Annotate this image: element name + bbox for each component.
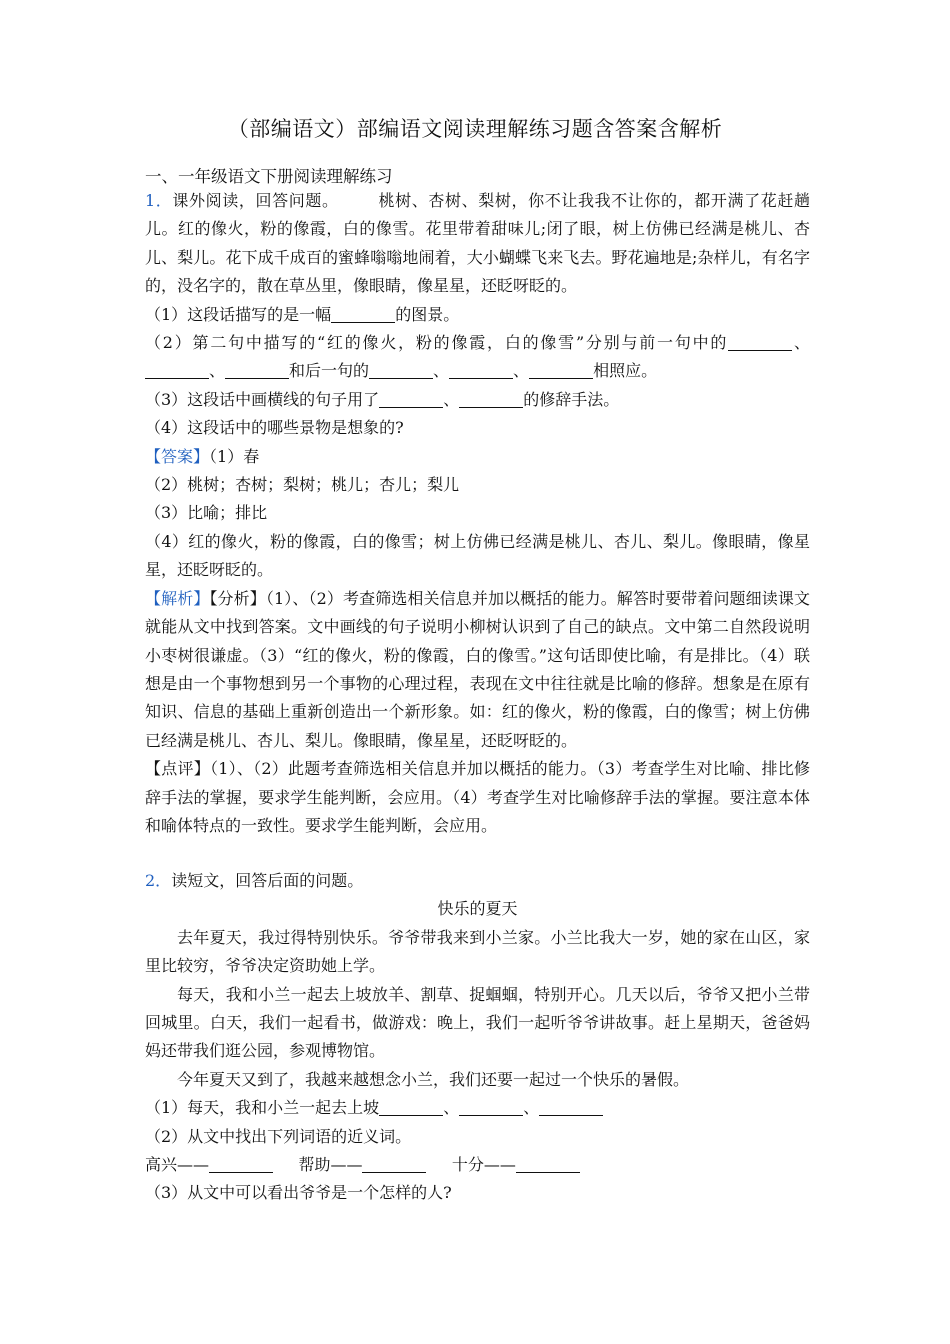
- story-title: 快乐的夏天: [437, 899, 518, 919]
- answer-4: （4）红的像火，粉的像霞，白的像雪；树上仿佛已经满是桃儿、杏儿、梨儿。像眼睛，像星星，还眨呀眨的。: [145, 531, 810, 580]
- q2-number: 2．: [145, 871, 172, 890]
- section-heading: 一、一年级语文下册阅读理解练习: [145, 167, 393, 186]
- q2-sub1-text: （1）每天，我和小兰一起去上坡: [145, 1098, 380, 1118]
- q1-sub2-text: （2）第二句中描写的“红的像火，粉的像霞，白的像雪”分别与前一句中的: [145, 333, 729, 353]
- q1-sub1: [145, 301, 810, 329]
- q1-sub2-mid: 和后一句的: [289, 361, 370, 381]
- answer-blank[interactable]: [331, 306, 395, 323]
- answer-blank[interactable]: [379, 391, 443, 408]
- synonym-word-1: 高兴——: [145, 1155, 210, 1175]
- q2-lead: 读短文，回答后面的问题。: [171, 871, 364, 890]
- story-paragraph-1: 去年夏天，我过得特别快乐。爷爷带我来到小兰家。小兰比我大一岁，她的家在山区，家里比较穷，爷爷决定资助她上学。: [145, 927, 810, 976]
- q1-answer: [145, 443, 810, 471]
- question-2: [145, 867, 810, 1208]
- q1-sub3-text: （3）这段话中画横线的句子用了: [145, 389, 380, 409]
- answer-blank[interactable]: [529, 362, 593, 379]
- q1-lead: 课外阅读，回答问题。: [172, 191, 339, 210]
- q1-analysis: [145, 585, 810, 755]
- q1-number: 1．: [145, 191, 173, 210]
- answer-blank[interactable]: [459, 391, 523, 408]
- answer-blank[interactable]: [362, 1156, 426, 1173]
- separator: 、: [523, 1098, 540, 1118]
- q1-sub2: [145, 329, 810, 386]
- question-1: [145, 187, 810, 840]
- q1-sub4: （4）这段话中的哪些景物是想象的?: [145, 418, 404, 438]
- q1-sub1-tail: 的图景。: [395, 304, 460, 324]
- q1-comment: 【点评】（1）、（2）此题考查筛选相关信息并加以概括的能力。（3）考查学生对比喻、排比修辞手法的掌握，要求学生能判断，会应用。（4）考查学生对比喻修辞手法的掌握。要注意本体和喻体特点的一致性。要求学生能判断，会应用。: [145, 759, 810, 835]
- q1-passage-text: 桃树、杏树、梨树，你不让我我不让你的，都开满了花赶趟儿。红的像火，粉的像霞，白的像雪。花里带着甜味儿;闭了眼，树上仿佛已经满是桃儿、杏儿、梨儿。花下成千成百的蜜蜂嗡嗡地闹着，大小蝴蝶飞来飞去。野花遍地是;杂样儿，有名字的，没名字的，散在草丛里，像眼睛，像星星，还眨呀眨的。: [145, 191, 810, 296]
- answer-blank[interactable]: [539, 1099, 603, 1116]
- q1-sub2-tail: 相照应。: [593, 361, 658, 381]
- story-paragraph-3: 今年夏天又到了，我越来越想念小兰，我们还要一起过一个快乐的暑假。: [177, 1069, 690, 1089]
- analysis-tag: 【解析】: [145, 588, 210, 608]
- analysis-text: 【分析】（1）、（2）考查筛选相关信息并加以概括的能力。解答时要带着问题细读课文就能从文中找到答案。文中画线的句子说明小柳树认识到了自己的缺点。文中第二自然段说明小枣树很谦虚。（3）“红的像火，粉的像霞，白的像雪。”这句话即使比喻，有是排比。（4）联想是由一个事物想到另一个事物的心理过程，表现在文中往往就是比喻的修辞。想象是在原有知识、信息的基础上重新创造出一个新形象。如：红的像火，粉的像霞，白的像雪；树上仿佛已经满是桃儿、杏儿、梨儿。像眼睛，像星星，还眨呀眨的。: [145, 588, 810, 750]
- answer-blank[interactable]: [459, 1099, 523, 1116]
- separator: 、: [513, 361, 530, 381]
- answer-blank[interactable]: [728, 334, 792, 351]
- separator: 、: [443, 1098, 460, 1118]
- answer-blank[interactable]: [369, 362, 433, 379]
- answer-1: （1）春: [209, 446, 260, 466]
- answer-blank[interactable]: [145, 362, 209, 379]
- q1-passage: [145, 187, 810, 301]
- answer-blank[interactable]: [449, 362, 513, 379]
- answer-blank[interactable]: [225, 362, 289, 379]
- page-title: （部编语文）部编语文阅读理解练习题含答案含解析: [227, 117, 723, 141]
- answer-blank[interactable]: [209, 1156, 273, 1173]
- q2-lead-line: [145, 867, 810, 895]
- separator: 、: [792, 333, 810, 353]
- separator: 、: [443, 389, 460, 409]
- q1-sub3: [145, 386, 810, 414]
- answer-2: （2）桃树；杏树；梨树；桃儿；杏儿；梨儿: [145, 475, 460, 495]
- synonym-word-2: 帮助——: [298, 1155, 363, 1175]
- answer-3: （3）比喻；排比: [145, 503, 268, 523]
- answer-blank[interactable]: [379, 1099, 443, 1116]
- synonym-word-3: 十分——: [451, 1155, 516, 1175]
- story-paragraph-2: 每天，我和小兰一起去上坡放羊、割草、捉蝈蝈，特别开心。几天以后，爷爷又把小兰带回城里。白天，我们一起看书，做游戏：晚上，我们一起听爷爷讲故事。赶上星期天，爸爸妈妈还带我们逛公园，参观博物馆。: [145, 984, 810, 1061]
- q1-sub1-text: （1）这段话描写的是一幅: [145, 304, 332, 324]
- q2-sub2: （2）从文中找出下列词语的近义词。: [145, 1126, 412, 1146]
- answer-blank[interactable]: [516, 1156, 580, 1173]
- q2-sub1: [145, 1094, 810, 1122]
- q2-sub3: （3）从文中可以看出爷爷是一个怎样的人?: [145, 1183, 452, 1203]
- separator: 、: [209, 361, 226, 381]
- separator: 、: [433, 361, 450, 381]
- answer-tag: 【答案】: [145, 446, 210, 466]
- q1-sub3-tail: 的修辞手法。: [523, 389, 620, 409]
- q2-synonyms: [145, 1151, 810, 1179]
